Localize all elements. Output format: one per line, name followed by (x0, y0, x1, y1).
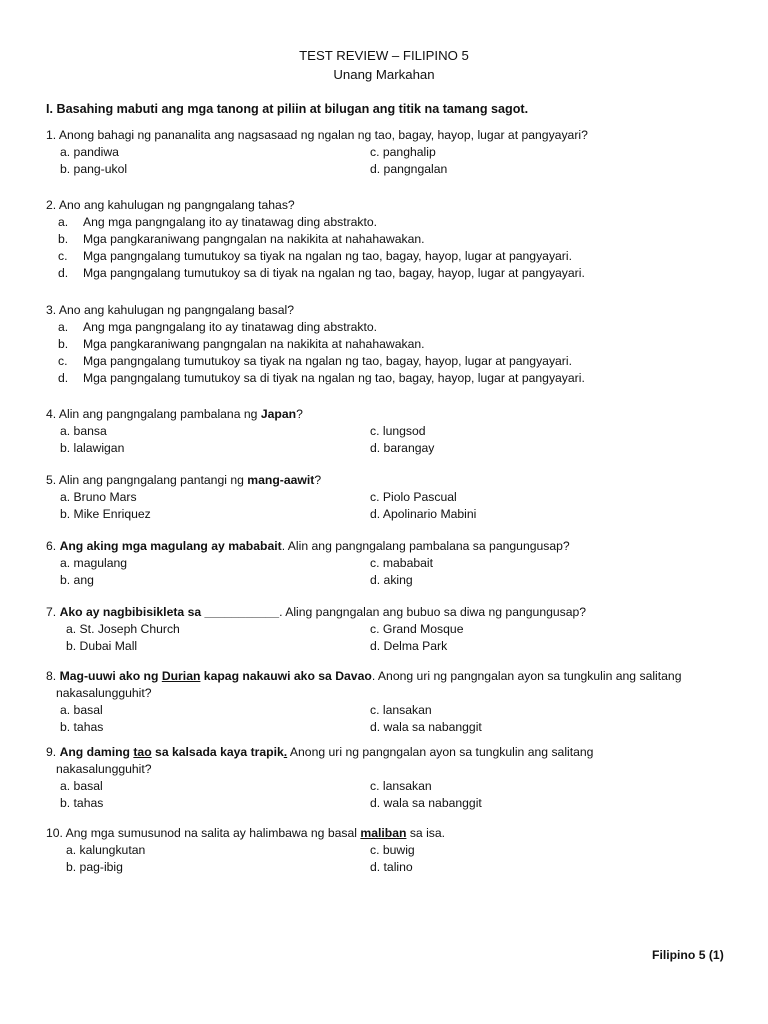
document-header (0, 46, 768, 84)
choice-text: Mga pangngalang tumutukoy sa tiyak na ngalan ng tao, bagay, hayop, lugar at pangyayari. (83, 354, 572, 368)
choice-d: d. aking (370, 573, 413, 587)
choice-a (46, 214, 736, 231)
choice-text: Ang mga pangngalang ito ay tinatawag ding abstrakto. (83, 320, 378, 334)
choice-c: c. mababait (370, 556, 434, 570)
question-sentence: Ang daming (59, 745, 134, 759)
choice-c: c. buwig (370, 843, 415, 857)
choice-letter: c. (58, 354, 68, 368)
choice-b: b. pang-ukol (60, 162, 128, 176)
choice-letter: a. (58, 320, 69, 334)
choice-a: a. pandiwa (60, 145, 119, 159)
question-text (46, 604, 736, 621)
choice-d: d. Apolinario Mabini (370, 507, 477, 521)
choice-a: a. kalungkutan (66, 843, 146, 857)
question-text (46, 406, 736, 423)
question-text-part: 4. Alin ang pangngalang pambalana ng (46, 407, 261, 421)
question-number: 9. (46, 745, 60, 759)
question-sentence: Mag-uuwi ako ng (59, 669, 162, 683)
choice-c: c. Grand Mosque (370, 622, 464, 636)
choice-text: Mga pangkaraniwang pangngalan na nakikita at nahahawakan. (83, 337, 425, 351)
question-sentence: Ang aking mga magulang ay mababait (59, 539, 282, 553)
question-keyword: Japan (260, 407, 297, 421)
choice-b: b. Mike Enriquez (60, 507, 151, 521)
choice-letter: a. (58, 215, 69, 229)
question-9 (46, 744, 736, 812)
choice-b: b. tahas (60, 796, 104, 810)
question-4 (46, 406, 736, 457)
question-text: 3. Ano ang kahulugan ng pangngalang basal? (46, 303, 295, 317)
choice-b: b. pag-ibig (66, 860, 123, 874)
choice-a: a. St. Joseph Church (66, 622, 180, 636)
choice-b: b. Dubai Mall (66, 639, 138, 653)
choice-d: d. Delma Park (370, 639, 448, 653)
question-text-part: 10. Ang mga sumusunod na salita ay halimbawa ng basal (46, 826, 361, 840)
choice-a: a. bansa (60, 424, 107, 438)
choice-d: d. barangay (370, 441, 435, 455)
choice-b (46, 231, 736, 248)
question-keyword: mang-aawit (247, 473, 315, 487)
underlined-word: Durian (161, 669, 201, 683)
choice-b: b. tahas (60, 720, 104, 734)
question-text (46, 538, 736, 555)
choice-letter: b. (58, 232, 69, 246)
page-footer: Filipino 5 (1) (652, 948, 724, 962)
question-6 (46, 538, 736, 589)
question-text-part: ? (314, 473, 322, 487)
question-number: 7. (46, 605, 60, 619)
question-2 (46, 197, 736, 282)
choice-text: Mga pangngalang tumutukoy sa di tiyak na ngalan ng tao, bagay, hayop, lugar at pangyayari. (83, 266, 585, 280)
choice-c: c. panghalip (370, 145, 436, 159)
document-subtitle: Unang Markahan (333, 67, 435, 82)
underlined-period: . (283, 745, 288, 759)
choice-d: d. wala sa nabanggit (370, 720, 482, 734)
question-1 (46, 127, 736, 178)
choice-b: b. lalawigan (60, 441, 125, 455)
choice-d: d. pangngalan (370, 162, 448, 176)
question-text: 2. Ano ang kahulugan ng pangngalang tahas? (46, 198, 295, 212)
choice-c (46, 248, 736, 265)
question-text: 1. Anong bahagi ng pananalita ang nagsasaad ng ngalan ng tao, bagay, hayop, lugar at pangyayari? (46, 128, 588, 142)
instructions: I. Basahing mabuti ang mga tanong at piliin at bilugan ang titik na tamang sagot. (46, 102, 529, 116)
choice-b (46, 336, 736, 353)
choice-letter: c. (58, 249, 68, 263)
choice-letter: d. (58, 266, 69, 280)
question-text-part: sa isa. (406, 826, 446, 840)
question-text-part: . Alin ang pangngalang pambalana sa pangungusap? (281, 539, 570, 553)
answer-blank: ___________ (204, 605, 280, 619)
question-text (46, 825, 736, 842)
choice-text: Mga pangkaraniwang pangngalan na nakikita at nahahawakan. (83, 232, 425, 246)
question-text (46, 472, 736, 489)
question-text-part: 5. Alin ang pangngalang pantangi ng (46, 473, 248, 487)
question-text (46, 744, 736, 761)
choice-d (46, 370, 736, 387)
choice-c: c. lansakan (370, 779, 432, 793)
choice-b: b. ang (60, 573, 94, 587)
document-title: TEST REVIEW – FILIPINO 5 (299, 48, 469, 63)
choice-c (46, 353, 736, 370)
question-7 (46, 604, 736, 655)
question-sentence: sa kalsada kaya trapik (151, 745, 284, 759)
question-10 (46, 825, 736, 876)
question-text (46, 668, 736, 685)
choice-d (46, 265, 736, 282)
choice-a: a. Bruno Mars (60, 490, 137, 504)
underlined-word: tao (133, 745, 152, 759)
question-text-part: ? (296, 407, 303, 421)
question-sentence: Ako ay nagbibisikleta sa (59, 605, 202, 619)
question-3 (46, 302, 736, 387)
question-8 (46, 668, 736, 736)
question-number: 8. (46, 669, 60, 683)
question-text-part: . Anong uri ng pangngalan ayon sa tungkulin ang salitang (371, 669, 682, 683)
choice-a (46, 319, 736, 336)
choice-text: Mga pangngalang tumutukoy sa di tiyak na ngalan ng tao, bagay, hayop, lugar at pangyayari. (83, 371, 585, 385)
choice-d: d. talino (370, 860, 413, 874)
choice-a: a. basal (60, 779, 103, 793)
choice-letter: d. (58, 371, 69, 385)
question-number: 6. (46, 539, 60, 553)
question-text-continued: nakasalungguhit? (56, 686, 152, 700)
question-text-part: Anong uri ng pangngalan ayon sa tungkulin ang salitang (287, 745, 594, 759)
choice-letter: b. (58, 337, 69, 351)
choice-a: a. magulang (60, 556, 128, 570)
choice-text: Ang mga pangngalang ito ay tinatawag ding abstrakto. (83, 215, 378, 229)
choice-c: c. lungsod (370, 424, 426, 438)
choice-d: d. wala sa nabanggit (370, 796, 482, 810)
question-text-continued: nakasalungguhit? (56, 762, 152, 776)
underlined-keyword: maliban (360, 826, 407, 840)
question-5 (46, 472, 736, 523)
question-sentence: kapag nakauwi ako sa Davao (200, 669, 372, 683)
choice-text: Mga pangngalang tumutukoy sa tiyak na ngalan ng tao, bagay, hayop, lugar at pangyayari. (83, 249, 572, 263)
choice-c: c. Piolo Pascual (370, 490, 457, 504)
choice-c: c. lansakan (370, 703, 432, 717)
choice-a: a. basal (60, 703, 103, 717)
question-text-part: . Aling pangngalan ang bubuo sa diwa ng pangungusap? (279, 605, 587, 619)
